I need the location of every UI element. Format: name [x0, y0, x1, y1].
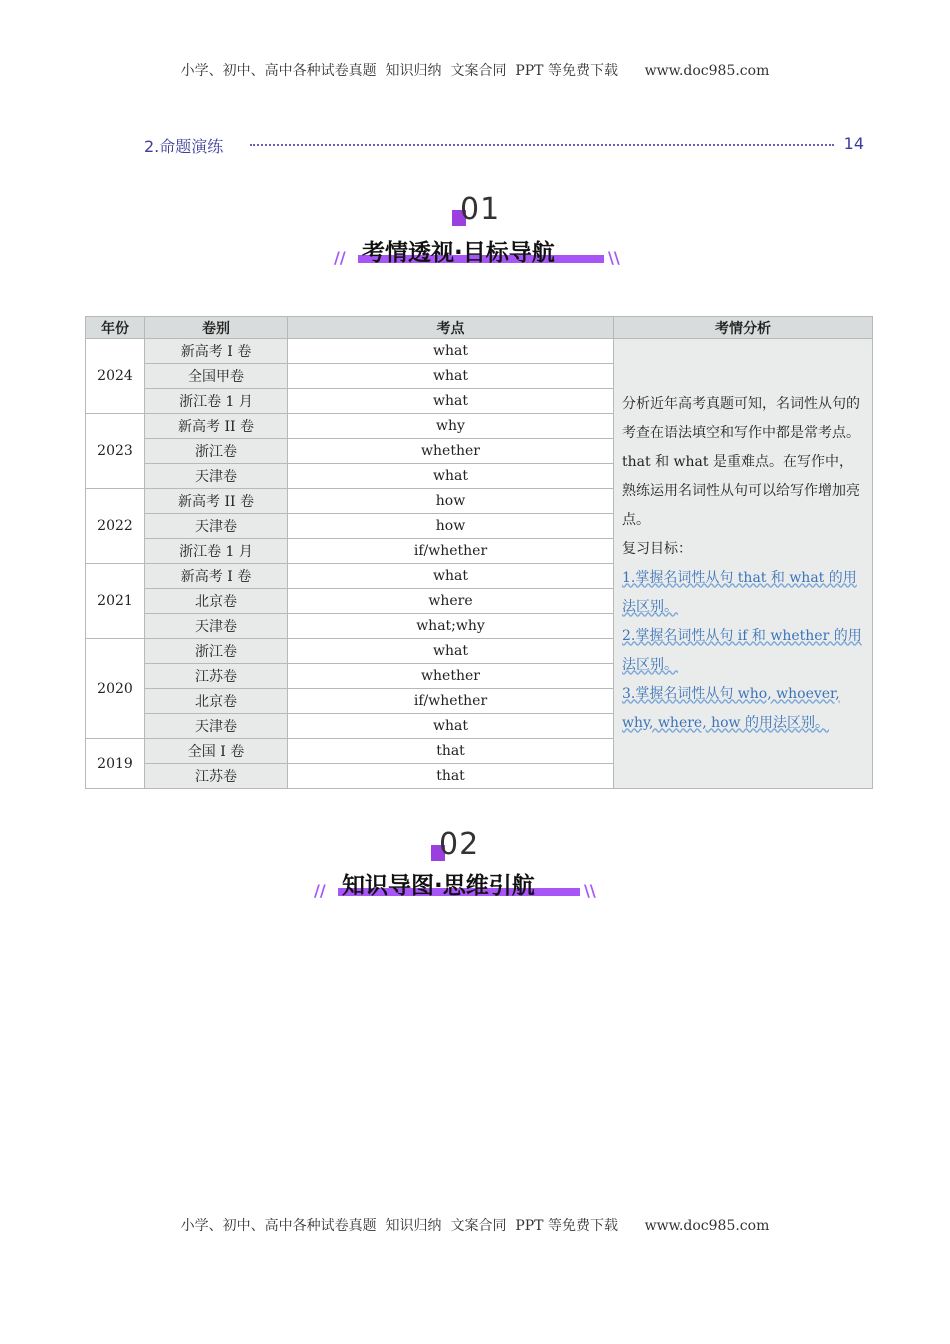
toc-label: 2.命题演练: [144, 137, 224, 156]
section-02-heading: [0, 825, 950, 905]
paper-cell: 全国甲卷: [145, 364, 288, 389]
point-cell: what;why: [288, 614, 614, 639]
section-title: 知识导图·思维引航: [342, 873, 535, 899]
paper-cell: 浙江卷 1 月: [145, 539, 288, 564]
analysis-cell: [614, 339, 873, 789]
year-cell: 2021: [86, 564, 145, 639]
point-cell: how: [288, 514, 614, 539]
paper-cell: 新高考 II 卷: [145, 414, 288, 439]
section-title: 考情透视·目标导航: [362, 240, 555, 266]
paper-cell: 天津卷: [145, 514, 288, 539]
point-cell: if/whether: [288, 689, 614, 714]
page-footer: 小学、初中、高中各种试卷真题 知识归纳 文案合同 PPT 等免费下载 www.doc985.com: [180, 1218, 770, 1234]
left-slash-decoration: //: [314, 881, 326, 900]
page-header: 小学、初中、高中各种试卷真题 知识归纳 文案合同 PPT 等免费下载 www.doc985.com: [180, 63, 770, 79]
point-cell: what: [288, 564, 614, 589]
paper-cell: 新高考 II 卷: [145, 489, 288, 514]
table-row: [86, 339, 873, 364]
paper-cell: 新高考 I 卷: [145, 339, 288, 364]
section-number: 02: [439, 827, 480, 862]
point-cell: that: [288, 764, 614, 789]
point-cell: what: [288, 364, 614, 389]
point-cell: what: [288, 464, 614, 489]
paper-cell: 江苏卷: [145, 764, 288, 789]
point-cell: that: [288, 739, 614, 764]
goals-label: 复习目标：: [622, 540, 692, 557]
point-cell: why: [288, 414, 614, 439]
analysis-intro: 分析近年高考真题可知，名词性从句的考查在语法填空和写作中都是常考点。that 和 what 是重难点。在写作中，熟练运用名词性从句可以给写作增加亮点。: [622, 395, 860, 528]
paper-cell: 浙江卷 1 月: [145, 389, 288, 414]
table-header-row: [86, 317, 873, 339]
paper-cell: 天津卷: [145, 464, 288, 489]
point-cell: if/whether: [288, 539, 614, 564]
paper-cell: 天津卷: [145, 614, 288, 639]
paper-cell: 新高考 I 卷: [145, 564, 288, 589]
paper-cell: 天津卷: [145, 714, 288, 739]
year-cell: 2023: [86, 414, 145, 489]
paper-cell: 北京卷: [145, 589, 288, 614]
exam-analysis-table: [85, 316, 873, 789]
header-paper: 卷别: [145, 317, 288, 339]
year-cell: 2022: [86, 489, 145, 564]
year-cell: 2019: [86, 739, 145, 789]
point-cell: where: [288, 589, 614, 614]
paper-cell: 江苏卷: [145, 664, 288, 689]
goal-item: 3.掌握名词性从句 who, whoever, why, where, how 的用法区别。: [622, 685, 840, 731]
point-cell: whether: [288, 664, 614, 689]
section-01-heading: [0, 190, 950, 270]
year-cell: 2024: [86, 339, 145, 414]
point-cell: how: [288, 489, 614, 514]
toc-entry[interactable]: [144, 134, 864, 156]
year-cell: 2020: [86, 639, 145, 739]
point-cell: what: [288, 639, 614, 664]
paper-cell: 浙江卷: [145, 639, 288, 664]
right-slash-decoration: \\: [584, 881, 596, 900]
header-year: 年份: [86, 317, 145, 339]
left-slash-decoration: //: [334, 248, 346, 267]
point-cell: what: [288, 339, 614, 364]
header-point: 考点: [288, 317, 614, 339]
point-cell: whether: [288, 439, 614, 464]
toc-leader-dots: [250, 144, 834, 146]
paper-cell: 全国 I 卷: [145, 739, 288, 764]
paper-cell: 浙江卷: [145, 439, 288, 464]
goal-item: 2.掌握名词性从句 if 和 whether 的用法区别。: [622, 627, 862, 673]
section-number: 01: [460, 192, 501, 227]
header-analysis: 考情分析: [614, 317, 873, 339]
point-cell: what: [288, 389, 614, 414]
toc-page-number: 14: [843, 134, 864, 153]
right-slash-decoration: \\: [608, 248, 620, 267]
goal-item: 1.掌握名词性从句 that 和 what 的用法区别。: [622, 569, 857, 615]
paper-cell: 北京卷: [145, 689, 288, 714]
point-cell: what: [288, 714, 614, 739]
